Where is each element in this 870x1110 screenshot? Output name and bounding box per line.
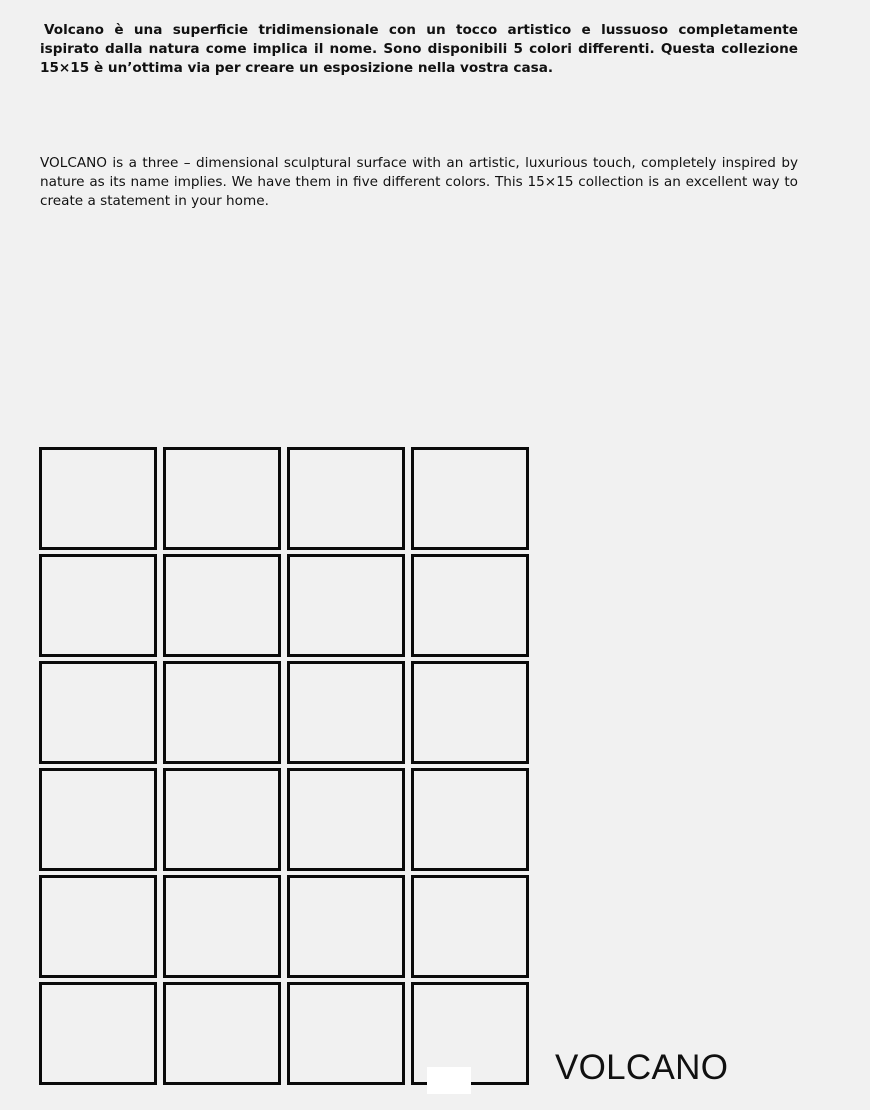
product-name: VOLCANO: [555, 1048, 729, 1087]
tile-placeholder: [287, 768, 405, 871]
tile-placeholder: [411, 768, 529, 871]
tile-placeholder: [411, 661, 529, 764]
tile-placeholder: [39, 982, 157, 1085]
tile-placeholder: [163, 875, 281, 978]
tile-placeholder: [39, 768, 157, 871]
tile-placeholder: [163, 661, 281, 764]
tile-placeholder: [411, 447, 529, 550]
tile-placeholder: [163, 554, 281, 657]
tile-placeholder: [287, 447, 405, 550]
tile-placeholder: [287, 982, 405, 1085]
tile-placeholder: [39, 447, 157, 550]
tile-placeholder: [163, 768, 281, 871]
tile-placeholder: [39, 661, 157, 764]
tile-placeholder: [39, 875, 157, 978]
tile-placeholder: [411, 875, 529, 978]
tile-placeholder: [287, 554, 405, 657]
tile-placeholder: [287, 661, 405, 764]
tile-placeholder: [287, 875, 405, 978]
description-italian: Volcano è una superficie tridimensionale con un tocco artistico e lussuoso completamente ispirato dalla natura come implica il nome. Sono disponibili 5 colori differenti. Questa collezione 15×15 è un’ottima via per creare un esposizione nella vostra casa.: [40, 22, 798, 76]
tile-placeholder: [39, 554, 157, 657]
tile-placeholder: [411, 554, 529, 657]
tile-placeholder: [163, 982, 281, 1085]
white-patch: [427, 1067, 471, 1094]
tile-grid: [39, 447, 529, 1085]
tile-placeholder: [163, 447, 281, 550]
description-english: VOLCANO is a three – dimensional sculptural surface with an artistic, luxurious touch, completely inspired by nature as its name implies. We have them in five different colors. This 15×15 collection is an excellent way to create a statement in your home.: [40, 155, 798, 209]
